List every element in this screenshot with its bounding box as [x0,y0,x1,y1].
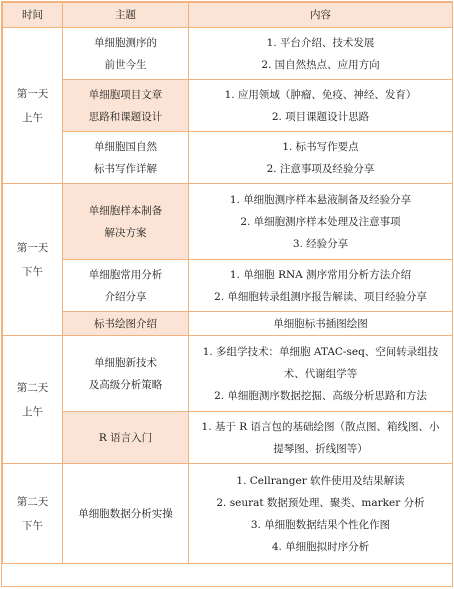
content-cell: 1. Cellranger 软件使用及结果解读 2. seurat 数据预处理、聚类、marker 分析 3. 单细胞数据结果个性化作图 4. 单细胞拟时序分析 [189,464,453,564]
content-cell: 1. 单细胞 RNA 测序常用分析方法介绍 2. 单细胞转录组测序报告解读、项目经验分享 [189,260,453,312]
content-cell: 单细胞标书插图绘图 [189,312,453,336]
table-row [3,412,453,464]
content-cell: 1. 应用领域（肿瘤、免疫、神经、发育） 2. 项目课题设计思路 [189,80,453,132]
topic-cell: 单细胞样本制备 解决方案 [63,184,189,260]
content-cell: 1. 标书写作要点 2. 注意事项及经验分享 [189,132,453,184]
header-topic: 主题 [63,3,189,28]
schedule-table [2,2,453,564]
topic-cell: 单细胞新技术 及高级分析策略 [63,336,189,412]
day-period: 上午 [22,111,43,124]
content-cell: 1. 多组学技术：单细胞 ATAC-seq、空间转录组技 术、代谢组学等 2. 单细胞测序数据挖掘、高级分析思路和方法 [189,336,453,412]
table-row [3,260,453,312]
topic-cell: 标书绘图介绍 [63,312,189,336]
table-row [3,312,453,336]
header-time: 时间 [3,3,63,28]
table-row [3,184,453,260]
table-row [3,464,453,564]
table-row [3,132,453,184]
topic-cell: 单细胞测序的 前世今生 [63,28,189,80]
table-row [3,336,453,412]
topic-cell: 单细胞数据分析实操 [63,464,189,564]
topic-cell: 单细胞项目文章 思路和课题设计 [63,80,189,132]
day-cell-2pm: 第二天 下午 [3,464,63,564]
header-content: 内容 [189,3,453,28]
topic-cell: 单细胞常用分析 介绍分享 [63,260,189,312]
topic-cell: R 语言入门 [63,412,189,464]
day-cell-1pm: 第一天 下午 [3,184,63,336]
content-cell: 1. 单细胞测序样本悬液制备及经验分享 2. 单细胞测序样本处理及注意事项 3. 经验分享 [189,184,453,260]
day-label: 第一天 [16,87,49,100]
table-row [3,80,453,132]
content-cell: 1. 平台介绍、技术发展 2. 国自然热点、应用方向 [189,28,453,80]
schedule-table-container [1,1,453,587]
content-cell: 1. 基于 R 语言包的基础绘图（散点图、箱线图、小 提琴图、折线图等） [189,412,453,464]
day-cell-1am [3,28,63,184]
topic-cell: 单细胞国自然 标书写作详解 [63,132,189,184]
day-cell-2am: 第二天 上午 [3,336,63,464]
header-row [3,3,453,28]
table-row [3,28,453,80]
